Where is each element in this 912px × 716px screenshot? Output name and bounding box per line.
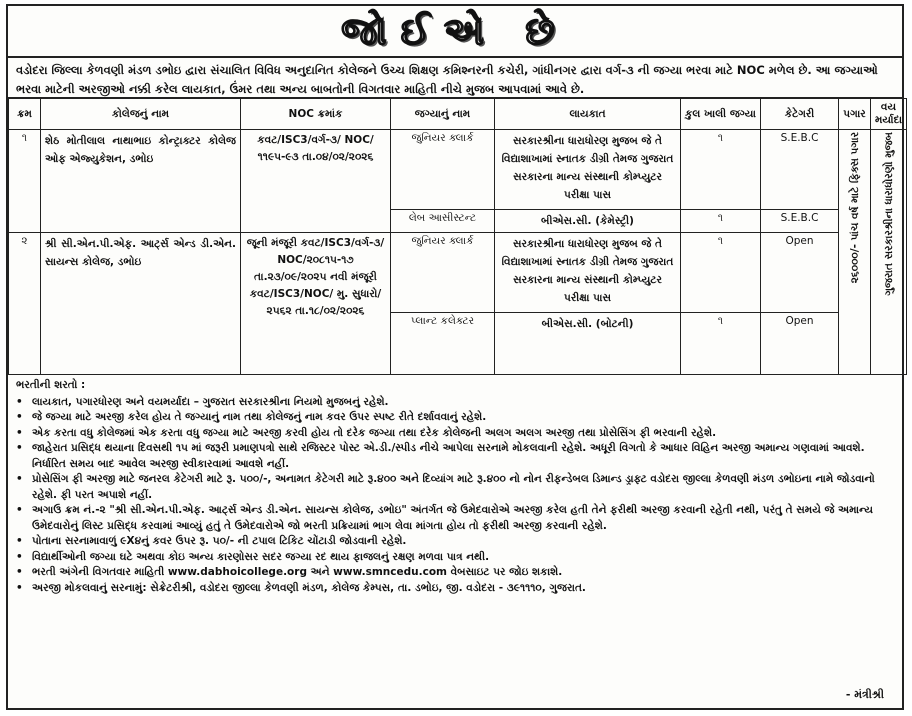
qualification-cell: સરકારશ્રીના ધારાધોરણ મુજબ જે તે વિદ્યાશાખામાં સ્નાતક ડીગ્રી તેમજ ગુજરાત સરકારના માન્ય સંસ્થાની કોમ્પ્યુટર પરીક્ષા પાસ [495,130,681,210]
bullet-icon: • [16,535,23,547]
vacancies-cell: ૧ [681,233,761,313]
bullet-icon: • [16,581,23,594]
qualification-cell: બીએસ.સી. (બોટની) [495,313,681,375]
vacancies-cell: ૧ [681,130,761,210]
post-name-cell: પ્લાન્ટ કલેક્ટર [391,313,495,375]
post-name-cell: જુનિયર ક્લાર્ક [391,130,495,210]
category-cell: Open [761,313,839,375]
conditions-title: ભરતીની શરતો : [16,379,86,391]
category-cell: S.E.B.C [761,130,839,210]
post-name-cell: જુનિયર ક્લાર્ક [391,233,495,313]
sr-cell: ૧ [9,130,41,233]
sr-cell: ૨ [9,233,41,375]
list-item: • એક કરતા વધુ કોલેજમાં એક કરતા વધુ જગ્યા માટે અરજી કરવી હોય તો દરેક જગ્યા તથા દરેક કોલેજની અલગ અલગ અરજી તથા પ્રોસેસિંગ ફી ભરવાની રહેશે. [16,426,894,442]
list-item: • જે જગ્યા માટે અરજી કરેલ હોય તે જગ્યાનું નામ તથા કોલેજનું નામ કવર ઉપર સ્પષ્ટ રીતે દર્શાવવાનું રહેશે. [16,410,894,426]
bullet-icon: • [16,473,23,485]
college-name-cell: શેઠ મોતીલાલ નાથાભાઇ કોન્ટ્રાક્ટર કોલેજ ઓફ એજ્યુકેશન, ડભોઇ [41,130,241,233]
header-noc: NOC ક્રમાંક [241,99,391,130]
bullet-icon: • [16,411,23,423]
age-cell [871,130,907,375]
pay-cell [839,130,871,375]
bullet-icon: • [16,550,23,563]
vacancies-cell: ૧ [681,210,761,233]
recruitment-conditions [8,375,902,599]
banner [8,6,902,58]
bullet-icon: • [16,442,23,454]
list-item: • લાયકાત, પગારધોરણ અને વયમર્યાદા – ગુજરાત સરકારશ્રીના નિયમો મુજબનું રહેશે. [16,395,894,411]
bullet-icon: • [16,504,23,516]
qualification-cell: સરકારશ્રીના ધારાધોરણ મુજબ જે તે વિદ્યાશાખામાં સ્નાતક ડીગ્રી તેમજ ગુજરાત સરકારના માન્ય સંસ્થાની કોમ્પ્યુટર પરીક્ષા પાસ [495,233,681,313]
list-item: • પોતાના સરનામાવાળું ૯X૪નું કવર ઉપર રૂ. ૫૦/- ની ટપાલ ટિકિટ ચોંટાડી જોડવાની રહેશે. [16,534,894,550]
bullet-icon: • [16,566,23,578]
table-row [9,233,907,313]
pay-note: ૨૬૦૦૦/- પાંચ વર્ષ માટે ફિક્સ પગાર [848,132,861,284]
age-note: ગુજરાત સરકારશ્રીના ધારાધોરણો મુજબ [882,132,895,296]
header-post: જગ્યાનું નામ [391,99,495,130]
header-pay: પગાર [839,99,871,130]
noc-cell: જૂની મંજૂરી કવટ/ISC3/વર્ગ-૩/ NOC/૨૦૮૧૫-૧૭ તા.૨૩/૦૯/૨૦૨૫ નવી મંજૂરી કવટ/ISC3/NOC/ મુ. સુધારો/ ૨૫૬૨ તા.૧૮/૦૨/૨૦૨૬ [241,233,391,375]
college-name-cell: શ્રી સી.એન.પી.એફ. આર્ટ્સ એન્ડ ડી.એન. સાયન્સ કોલેજ, ડભોઇ [41,233,241,375]
vacancies-cell: ૧ [681,313,761,375]
noc-cell: કવટ/ISC3/વર્ગ-૩/ NOC/૧૧૯૫-૯૩ તા.૦૪/૦૨/૨૦૨૬ [241,130,391,233]
intro-paragraph: વડોદરા જિલ્લા કેળવણી મંડળ ડભોઇ દ્વારા સંચાલિત વિવિધ અનુદાનિત કોલેજને ઉચ્ચ શિક્ષણ કમિશ્નરની કચેરી, ગાંધીનગર દ્વારા વર્ગ-૩ ની જગ્યા ભરવા માટે NOC મળેલ છે. આ જગ્યાઓ ભરવા માટેની અરજીઓ નક્કી કરેલ લાયકાત, ઉંમર તથા અન્ય બાબતોની વિગતવાર માહિતી નીચે મુજબ આપવામાં આવે છે. [8,58,902,98]
category-cell: Open [761,233,839,313]
list-item: • વિદ્યાર્થીઓની જગ્યા ઘટે અથવા કોઇ અન્ય કારણોસર સદર જગ્યા રદ થાય ફાજલનું રક્ષણ મળવા પાત્ર નથી. [16,550,894,566]
list-item: • અગાઉ ક્રમ નં.-૨ "શ્રી સી.એન.પી.એફ. આર્ટ્સ એન્ડ ડી.એન. સાયન્સ કોલેજ, ડભોઇ" અંતર્ગત જે ઉમેદવારોએ અરજી કરેલ હતી તેને ફરીથી અરજી કરવાની રહેતી નથી, પરંતુ તે સમયે જે અમાન્ય ઉમેદવારોનું લિસ્ટ પ્રસિદ્ધ કરવામાં આવ્યું હતું તે ઉમેદવારોએ જો ભરતી પ્રક્રિયામાં ભાગ લેવા માંગતા હોય તો ફરીથી અરજી કરવાની રહેશે. [16,503,894,534]
advertisement [6,4,904,710]
post-name-cell: લેબ આસીસ્ટન્ટ [391,210,495,233]
signature: - મંત્રીશ્રી [845,688,884,701]
header-sr: ક્રમ [9,99,41,130]
bullet-icon: • [16,426,23,439]
qualification-cell: બીએસ.સી. (કેમેસ્ટ્રી) [495,210,681,233]
header-age: વય મર્યાદા [871,99,907,130]
table-header-row [9,99,907,130]
list-item: • પ્રોસેસિંગ ફી અરજી માટે જનરલ કેટેગરી માટે રૂ. ૫૦૦/-, અનામત કેટેગરી માટે રૂ.૪૦૦ અને દિવ્યાંગ માટે રૂ.૪૦૦ નો નોન રીફન્ડેબલ ડિમાન્ડ ડ્રાફ્ટ વડોદરા જીલ્લા કેળવણી મંડળ ડભોઇના નામે જોડવાનો રહેશે. ફી પરત અપાશે નહીં. [16,472,894,503]
header-qualification: લાયકાત [495,99,681,130]
posts-table [8,98,907,375]
header-vacancies: કુલ ખાલી જગ્યા [681,99,761,130]
header-college: કોલેજનું નામ [41,99,241,130]
table-row [9,130,907,210]
bullet-icon: • [16,395,23,408]
banner-title: જોઈએ છે [341,8,569,53]
list-item: • ભરતી અંગેની વિગતવાર માહિતી www.dabhoicollege.org અને www.smncedu.com વેબસાઇટ પર જોઇ શકાશે. [16,565,894,581]
list-item: • જાહેરાત પ્રસિદ્ધ થયાના દિવસથી ૧૫ માં જરૂરી પ્રમાણપત્રો સાથે રજિસ્ટર પોસ્ટ એ.ડી./સ્પીડ નીચે આપેલા સરનામે મોકલવાની રહેશે. અધૂરી વિગતો કે આધાર વિહિન અરજી અમાન્ય ગણવામાં આવશે. નિર્ધારિત સમય બાદ આવેલ અરજી સ્વીકારવામાં આવશે નહીં. [16,441,894,472]
header-category: કેટેગરી [761,99,839,130]
category-cell: S.E.B.C [761,210,839,233]
list-item: • અરજી મોકલવાનું સરનામું: સેક્રેટરીશ્રી, વડોદરા જીલ્લા કેળવણી મંડળ, કોલેજ કેમ્પસ, તા. ડભોઇ, જી. વડોદરા - ૩૯૧૧૧૦, ગુજરાત. [16,581,894,597]
